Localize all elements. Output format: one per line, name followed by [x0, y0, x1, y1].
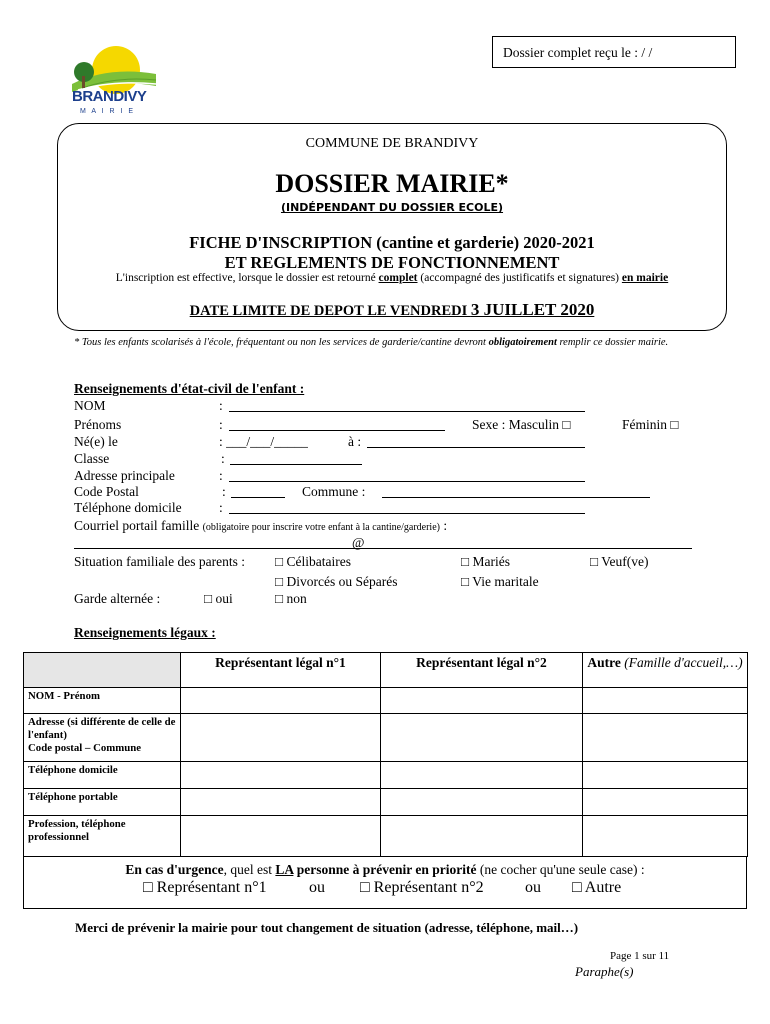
- garde-label: Garde alternée :: [74, 591, 161, 606]
- table-cell[interactable]: [583, 816, 748, 857]
- courriel-field[interactable]: [74, 548, 692, 549]
- colon: :: [222, 484, 226, 499]
- table-cell[interactable]: [381, 789, 583, 816]
- form-title-line1: FICHE D'INSCRIPTION (cantine et garderie) 2020-2021: [189, 233, 595, 252]
- nom-label: NOM: [74, 398, 106, 413]
- ne-le-label: Né(e) le: [74, 434, 118, 449]
- nom-field[interactable]: [229, 411, 585, 412]
- logo-sub: M A I R I E: [80, 108, 136, 115]
- table-cell[interactable]: [181, 762, 381, 789]
- maries-checkbox[interactable]: □ Mariés: [461, 554, 511, 569]
- lieu-field[interactable]: [367, 447, 585, 448]
- table-cell[interactable]: [583, 762, 748, 789]
- paraphe: Paraphe(s): [575, 964, 634, 979]
- table-cell[interactable]: [583, 688, 748, 714]
- col-representant-2: Représentant légal n°2: [381, 653, 583, 688]
- main-title: DOSSIER MAIRIE*: [275, 169, 509, 198]
- row-label: Profession, téléphone professionnel: [24, 816, 181, 857]
- colon: :: [221, 451, 225, 466]
- page-number: Page 1 sur 11: [610, 950, 670, 962]
- sexe-feminin-checkbox[interactable]: Féminin □: [622, 417, 679, 432]
- tel-field[interactable]: [229, 513, 585, 514]
- vie-maritale-checkbox[interactable]: □ Vie maritale: [461, 574, 539, 589]
- colon: :: [219, 417, 223, 432]
- veuf-checkbox[interactable]: □ Veuf(ve): [590, 554, 649, 569]
- col-representant-1: Représentant légal n°1: [181, 653, 381, 688]
- commune-field[interactable]: [382, 497, 650, 498]
- legal-table: [23, 652, 748, 857]
- cp-field[interactable]: [231, 497, 285, 498]
- table-cell[interactable]: [381, 762, 583, 789]
- adresse-field[interactable]: [229, 481, 585, 482]
- received-date-box[interactable]: Dossier complet reçu le : / /: [492, 36, 736, 68]
- ou-text: ou: [309, 879, 325, 896]
- adresse-label: Adresse principale: [74, 468, 175, 483]
- row-label: Téléphone portable: [24, 789, 181, 816]
- note: * Tous les enfants scolarisés à l'école, fréquentant ou non les services de garderie/cantine devront obligatoirement remplir ce dossier mairie.: [74, 337, 669, 348]
- urgence-rep1-checkbox[interactable]: □ Représentant n°1: [143, 879, 267, 896]
- at-sign: @: [352, 535, 365, 550]
- commune-title: COMMUNE DE BRANDIVY: [305, 136, 479, 151]
- commune-label: Commune :: [302, 484, 366, 499]
- logo-name: BRANDIVY: [72, 88, 147, 105]
- birthdate-field[interactable]: : ___/___/_____: [219, 434, 308, 449]
- corner-cell: [24, 653, 181, 688]
- civil-heading: Renseignements d'état-civil de l'enfant :: [74, 381, 305, 396]
- classe-label: Classe: [74, 451, 110, 466]
- row-label: Adresse (si différente de celle de l'enfant) Code postal – Commune: [24, 714, 181, 762]
- classe-field[interactable]: [230, 464, 362, 465]
- courriel-label: Courriel portail famille (obligatoire pour inscrire votre enfant à la cantine/garderie) :: [74, 518, 448, 533]
- colon: :: [219, 468, 223, 483]
- divorces-checkbox[interactable]: □ Divorcés ou Séparés: [275, 574, 398, 589]
- sexe-masculin-checkbox[interactable]: Sexe : Masculin □: [472, 417, 571, 432]
- table-cell[interactable]: [583, 714, 748, 762]
- table-cell[interactable]: [181, 816, 381, 857]
- brandivy-logo: [68, 44, 158, 120]
- table-cell[interactable]: [381, 688, 583, 714]
- table-cell[interactable]: [181, 688, 381, 714]
- cp-label: Code Postal: [74, 484, 139, 499]
- form-title-line2: ET REGLEMENTS DE FONCTIONNEMENT: [224, 253, 560, 272]
- ou-text: ou: [525, 879, 541, 896]
- col-autre: Autre (Famille d'accueil,…): [583, 653, 748, 688]
- footer-notice: Merci de prévenir la mairie pour tout changement de situation (adresse, téléphone, mail…): [75, 920, 579, 935]
- row-label: Téléphone domicile: [24, 762, 181, 789]
- table-cell[interactable]: [181, 714, 381, 762]
- table-cell[interactable]: [381, 816, 583, 857]
- tel-label: Téléphone domicile: [74, 500, 182, 515]
- table-cell[interactable]: [181, 789, 381, 816]
- prenoms-field[interactable]: [229, 430, 445, 431]
- colon: :: [219, 398, 223, 413]
- legal-heading: Renseignements légaux :: [74, 625, 216, 640]
- prenoms-label: Prénoms: [74, 417, 122, 432]
- garde-non-checkbox[interactable]: □ non: [275, 591, 307, 606]
- table-cell[interactable]: [583, 789, 748, 816]
- situation-label: Situation familiale des parents :: [74, 554, 245, 569]
- urgence-rep2-checkbox[interactable]: □ Représentant n°2: [360, 879, 484, 896]
- deadline: DATE LIMITE DE DEPOT LE VENDREDI 3 JUILLET 2020: [189, 300, 595, 319]
- urgence-autre-checkbox[interactable]: □ Autre: [572, 879, 622, 896]
- subtitle: (INDÉPENDANT DU DOSSIER ECOLE): [280, 201, 504, 214]
- colon: :: [219, 500, 223, 515]
- garde-oui-checkbox[interactable]: □ oui: [204, 591, 233, 606]
- celibataires-checkbox[interactable]: □ Célibataires: [275, 554, 352, 569]
- lieu-label: à :: [348, 434, 362, 449]
- info-line: L'inscription est effective, lorsque le dossier est retourné complet (accompagné des justificatifs et signatures) en mairie: [115, 272, 669, 284]
- urgence-question: En cas d'urgence, quel est LA personne à prévenir en priorité (ne cocher qu'une seule case) :: [125, 862, 645, 877]
- table-cell[interactable]: [381, 714, 583, 762]
- row-label: NOM - Prénom: [24, 688, 181, 714]
